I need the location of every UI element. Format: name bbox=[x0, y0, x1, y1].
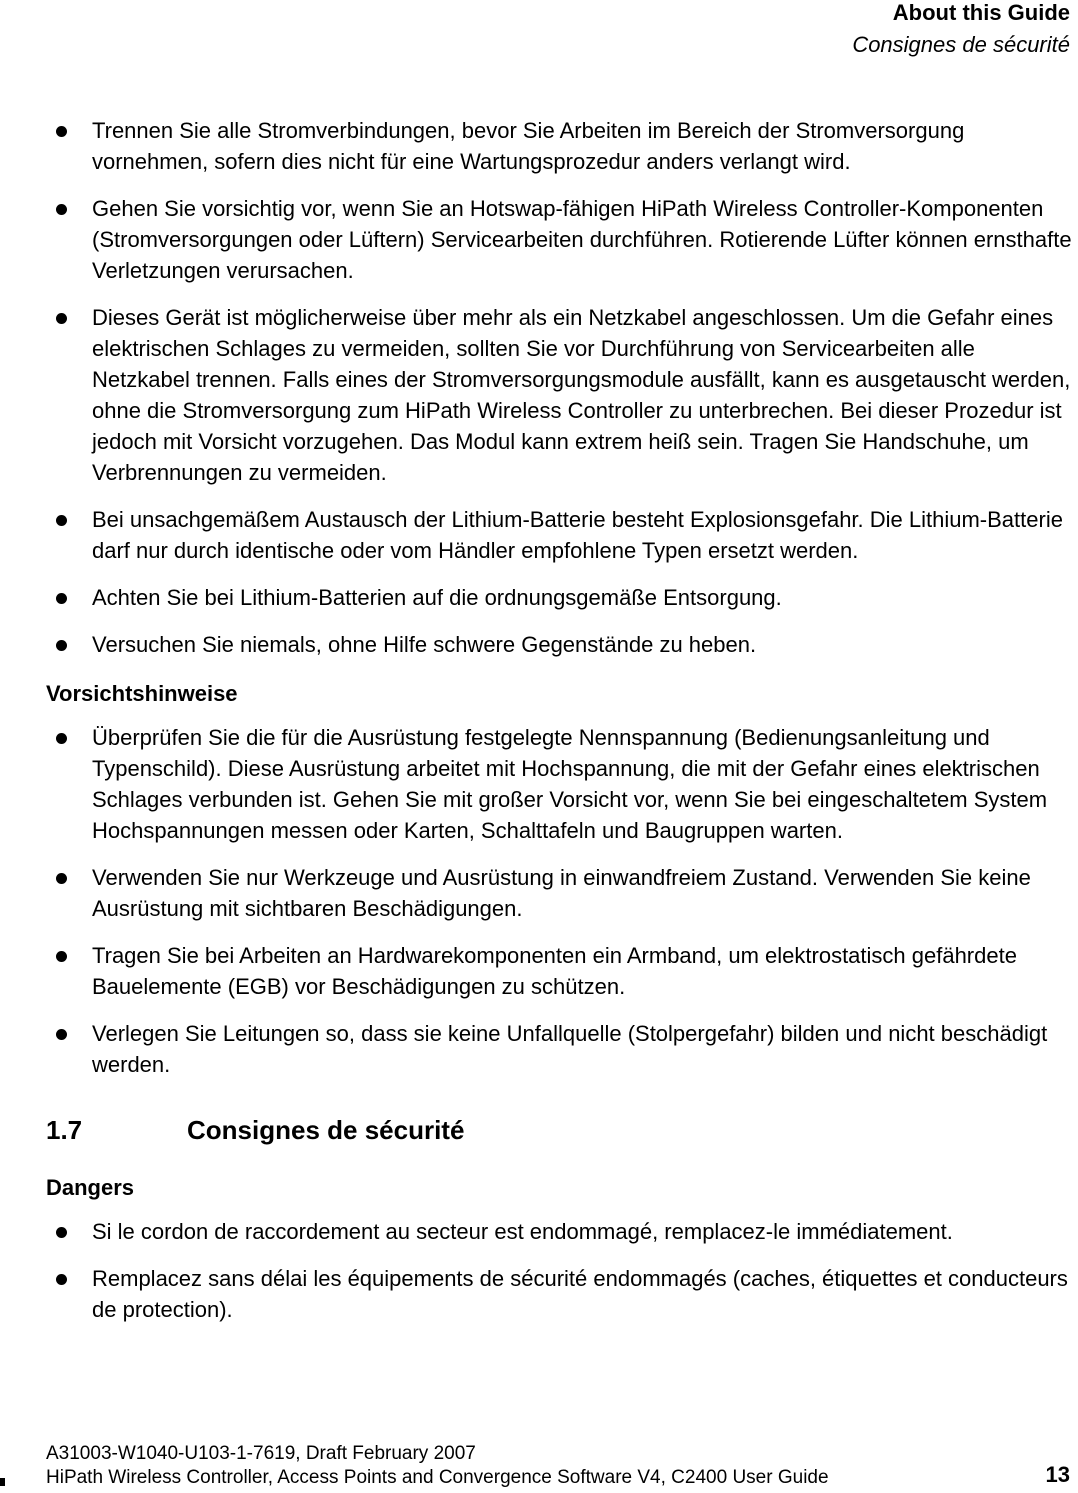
list-item bbox=[46, 582, 1074, 613]
bullet-icon bbox=[56, 1227, 67, 1238]
header-subtitle: Consignes de sécurité bbox=[852, 32, 1070, 57]
list-item-text: Versuchen Sie niemals, ohne Hilfe schwere Gegenstände zu heben. bbox=[92, 632, 757, 657]
warnings-de-list bbox=[46, 115, 1074, 660]
list-item bbox=[46, 193, 1074, 286]
list-item-text: Si le cordon de raccordement au secteur est endommagé, remplacez-le immédiatement. bbox=[92, 1219, 953, 1244]
list-item bbox=[46, 504, 1074, 566]
vorsicht-list bbox=[46, 722, 1074, 1080]
footer-line-2: HiPath Wireless Controller, Access Points and Convergence Software V4, C2400 User Guide bbox=[46, 1467, 829, 1488]
list-item bbox=[46, 1263, 1074, 1325]
list-item bbox=[46, 1216, 1074, 1247]
page-number: 13 bbox=[1045, 1462, 1070, 1487]
vorsicht-heading: Vorsichtshinweise bbox=[46, 681, 238, 706]
list-item-text: Verwenden Sie nur Werkzeuge und Ausrüstung in einwandfreiem Zustand. Verwenden Sie keine Ausrüstung mit sichtbaren Beschädigungen. bbox=[92, 865, 1031, 921]
list-item bbox=[46, 629, 1074, 660]
list-item-text: Achten Sie bei Lithium-Batterien auf die ordnungsgemäße Entsorgung. bbox=[92, 585, 782, 610]
list-item-text: Gehen Sie vorsichtig vor, wenn Sie an Hotswap-fähigen HiPath Wireless Controller-Komponenten (Stromversorgungen oder Lüftern) Servicearbeiten durchführen. Rotierende Lüfter können ernsthafte Verletzungen verursachen. bbox=[92, 196, 1072, 283]
main-content bbox=[46, 115, 1074, 1341]
list-item-text: Dieses Gerät ist möglicherweise über mehr als ein Netzkabel angeschlossen. Um die Gefahr eines elektrischen Schlages zu vermeiden, sollten Sie vor Durchführung von Servicearbeiten alle Netzkabel trennen. Falls eines der Stromversorgungsmodule ausfällt, kann es ausgetauscht werden, ohne die Stromversorgung zum HiPath Wireless Controller zu unterbrechen. Bei dieser Prozedur ist jedoch mit Vorsicht vorzugehen. Das Modul kann extrem heiß sein. Tragen Sie Handschuhe, um Verbrennungen zu vermeiden. bbox=[92, 305, 1071, 485]
list-item bbox=[46, 115, 1074, 177]
footer bbox=[46, 1442, 1074, 1490]
bullet-icon bbox=[56, 126, 67, 137]
header-title: About this Guide bbox=[892, 0, 1070, 25]
footer-line-1: A31003-W1040-U103-1-7619, Draft February 2007 bbox=[46, 1443, 476, 1464]
bullet-icon bbox=[56, 873, 67, 884]
list-item bbox=[46, 722, 1074, 846]
bullet-icon bbox=[56, 313, 67, 324]
list-item-text: Verlegen Sie Leitungen so, dass sie keine Unfallquelle (Stolpergefahr) bilden und nicht beschädigt werden. bbox=[92, 1021, 1048, 1077]
list-item-text: Tragen Sie bei Arbeiten an Hardwarekomponenten ein Armband, um elektrostatisch gefährdete Bauelemente (EGB) vor Beschädigungen zu schützen. bbox=[92, 943, 1017, 999]
bullet-icon bbox=[56, 640, 67, 651]
dangers-heading: Dangers bbox=[46, 1175, 135, 1200]
bullet-icon bbox=[56, 733, 67, 744]
list-item bbox=[46, 862, 1074, 924]
list-item bbox=[46, 1018, 1074, 1080]
list-item-text: Remplacez sans délai les équipements de sécurité endommagés (caches, étiquettes et conducteurs de protection). bbox=[92, 1266, 1068, 1322]
bullet-icon bbox=[56, 1274, 67, 1285]
list-item bbox=[46, 302, 1074, 488]
section-number: 1.7 bbox=[46, 1115, 83, 1145]
list-item-text: Überprüfen Sie die für die Ausrüstung festgelegte Nennspannung (Bedienungsanleitung und Typenschild). Diese Ausrüstung arbeitet mit Hochspannung, die mit der Gefahr eines elektrischen Schlages verbunden ist. Gehen Sie mit großer Vorsicht vor, wenn Sie bei eingeschaltetem System Hochspannungen messen oder Karten, Schalttafeln und Baugruppen warten. bbox=[92, 725, 1048, 843]
bullet-icon bbox=[56, 951, 67, 962]
footer-mark bbox=[0, 1478, 5, 1486]
dangers-list bbox=[46, 1216, 1074, 1325]
list-item-text: Bei unsachgemäßem Austausch der Lithium-Batterie besteht Explosionsgefahr. Die Lithium-Batterie darf nur durch identische oder vom Händler empfohlene Typen ersetzt werden. bbox=[92, 507, 1063, 563]
section-title: Consignes de sécurité bbox=[187, 1115, 465, 1145]
list-item-text: Trennen Sie alle Stromverbindungen, bevor Sie Arbeiten im Bereich der Stromversorgung vornehmen, sofern dies nicht für eine Wartungsprozedur anders verlangt wird. bbox=[92, 118, 965, 174]
bullet-icon bbox=[56, 515, 67, 526]
section-heading bbox=[46, 1114, 1074, 1146]
list-item bbox=[46, 940, 1074, 1002]
running-header bbox=[852, 0, 1070, 58]
bullet-icon bbox=[56, 204, 67, 215]
bullet-icon bbox=[56, 1029, 67, 1040]
bullet-icon bbox=[56, 593, 67, 604]
